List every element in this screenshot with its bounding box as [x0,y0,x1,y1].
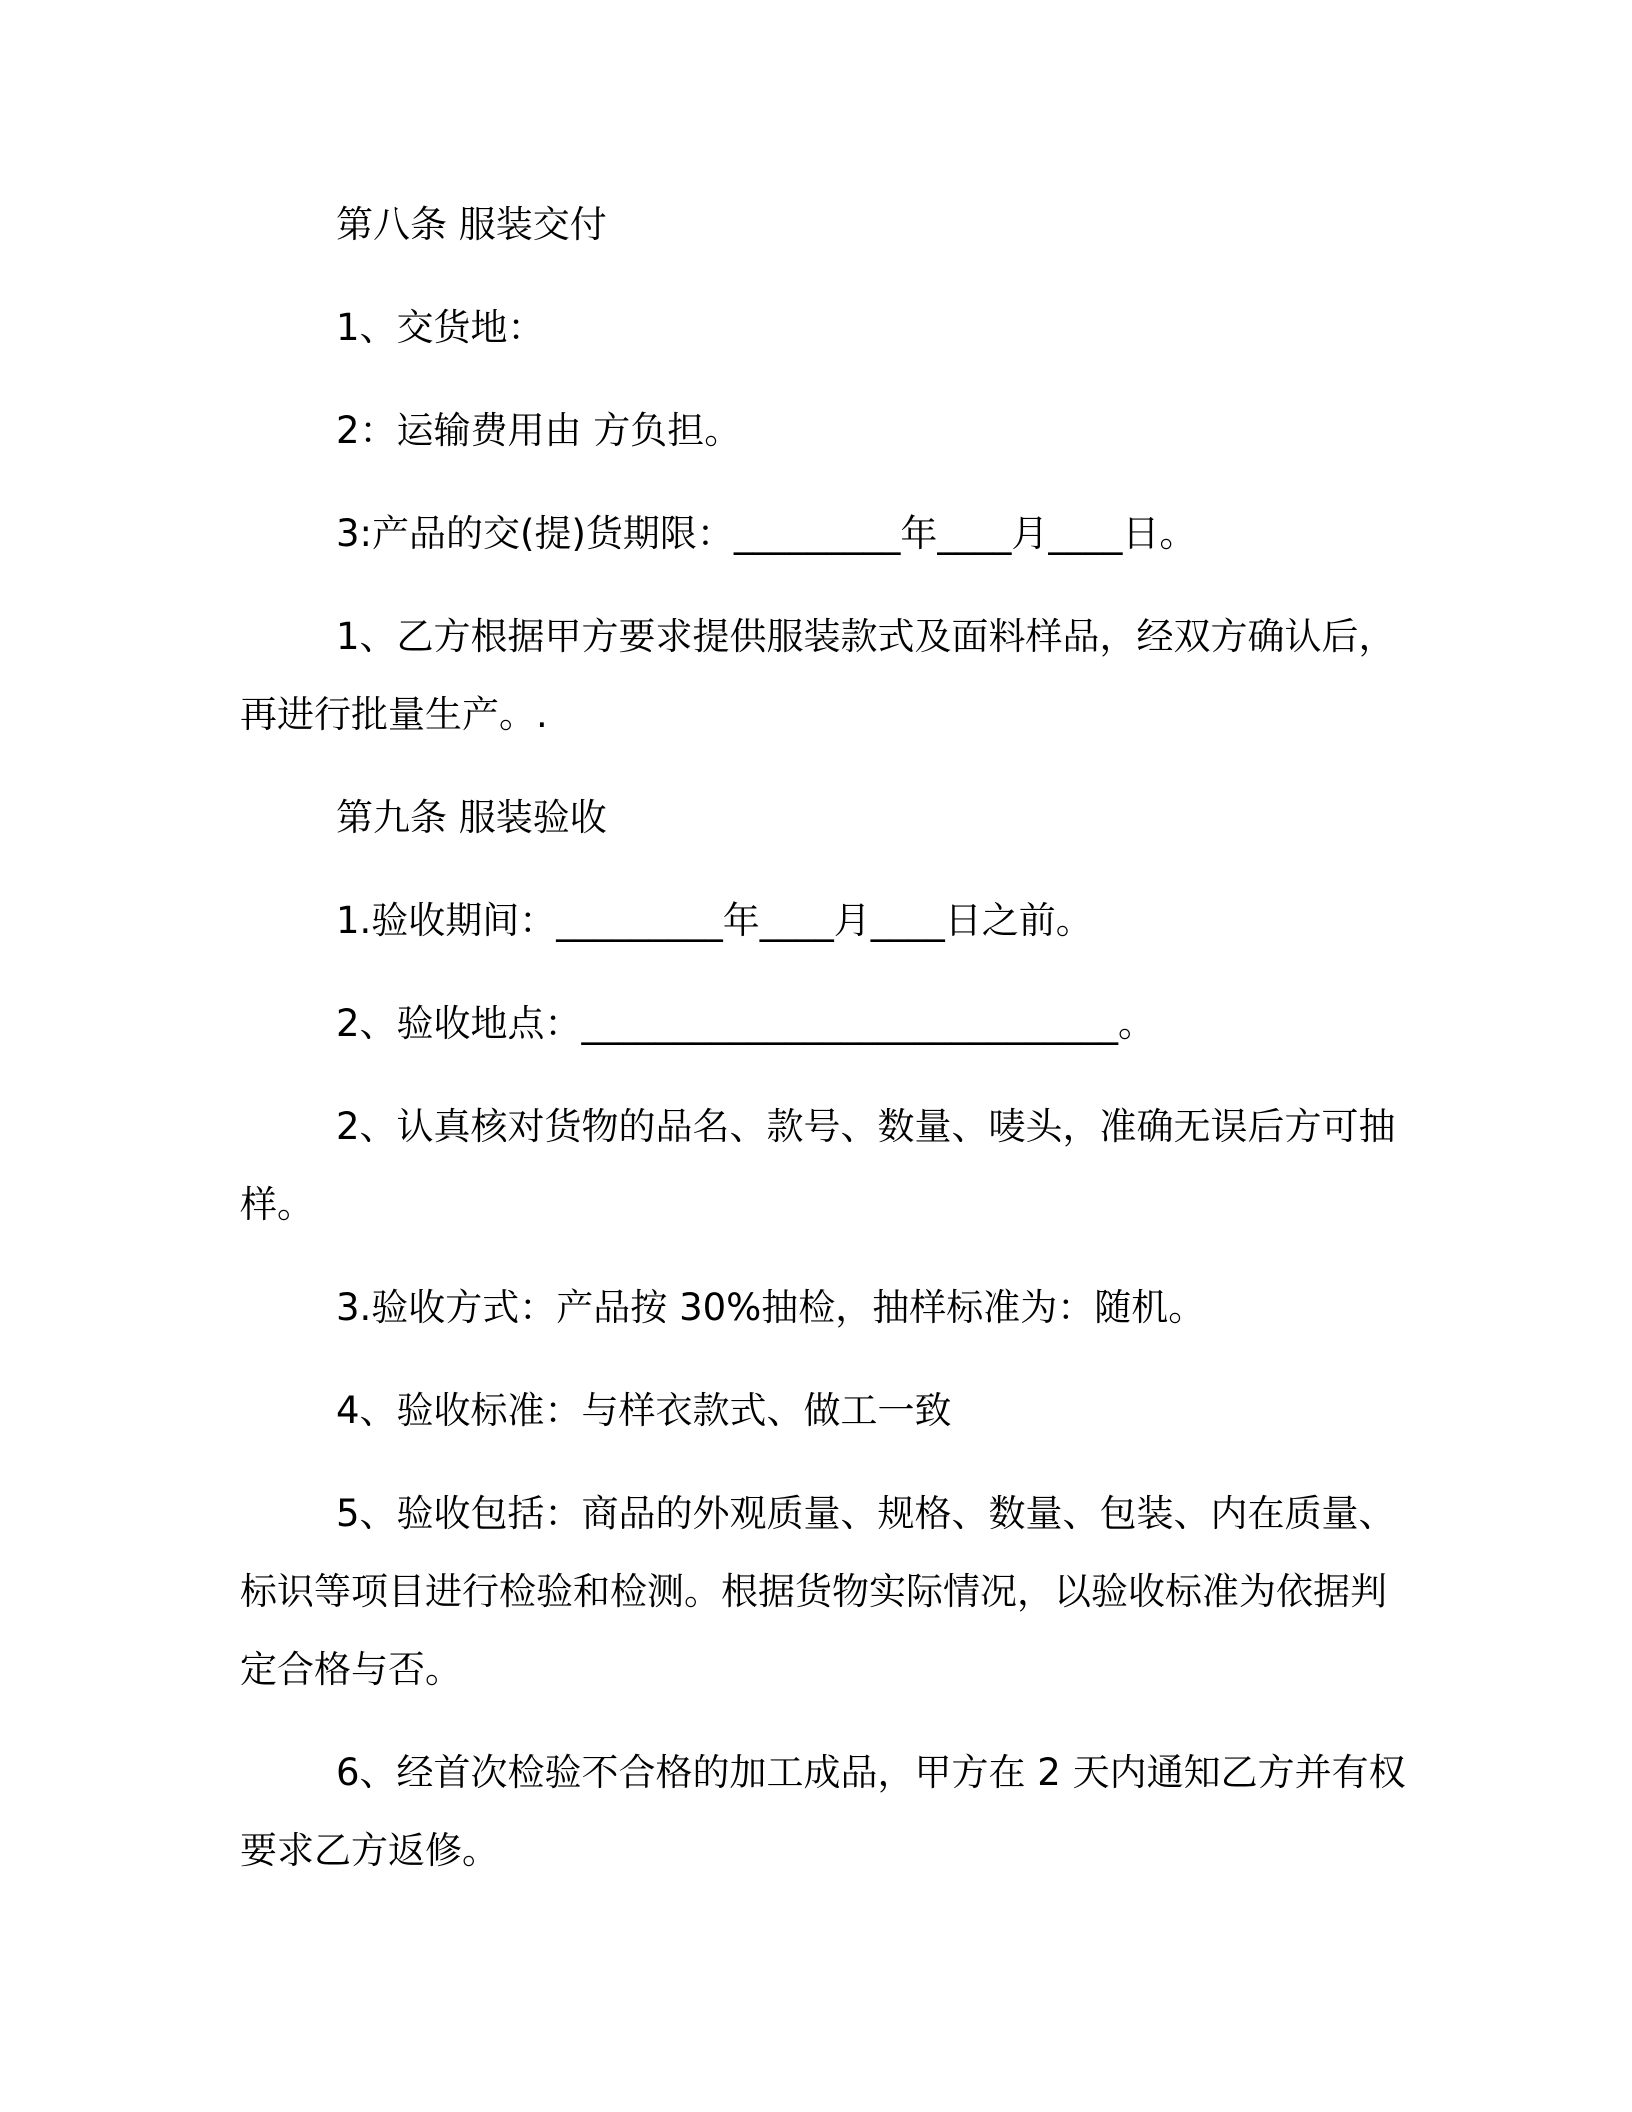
inspection-location: 2、验收地点：_____________________________。 [336,1002,1156,1045]
sample-confirmation: 1、乙方根据甲方要求提供服装款式及面料样品，经双方确认后，再进行批量生产。. [240,615,1396,736]
inspection-period: 1.验收期间：_________年____月____日之前。 [336,899,1093,942]
inspection-scope: 5、验收包括：商品的外观质量、规格、数量、包装、内在质量、标识等项目进行检验和检测。根据货物实际情况，以验收标准为依据判定合格与否。 [240,1492,1396,1691]
document-body [240,186,1410,1915]
inspection-standard: 4、验收标准：与样衣款式、做工一致 [336,1389,952,1432]
article-8-heading: 第八条 服装交付 [336,203,607,246]
inspection-method: 3.验收方式：产品按 30%抽检，抽样标准为：随机。 [336,1286,1206,1329]
delivery-deadline: 3:产品的交(提)货期限：_________年____月____日。 [336,512,1197,555]
goods-verification: 2、认真核对货物的品名、款号、数量、唛头，准确无误后方可抽样。 [240,1105,1396,1226]
transport-cost: 2：运输费用由 方负担。 [336,409,742,452]
rework-clause: 6、经首次检验不合格的加工成品，甲方在 2 天内通知乙方并有权要求乙方返修。 [240,1751,1406,1872]
article-9-heading: 第九条 服装验收 [336,796,607,839]
delivery-location: 1、交货地： [336,306,545,349]
